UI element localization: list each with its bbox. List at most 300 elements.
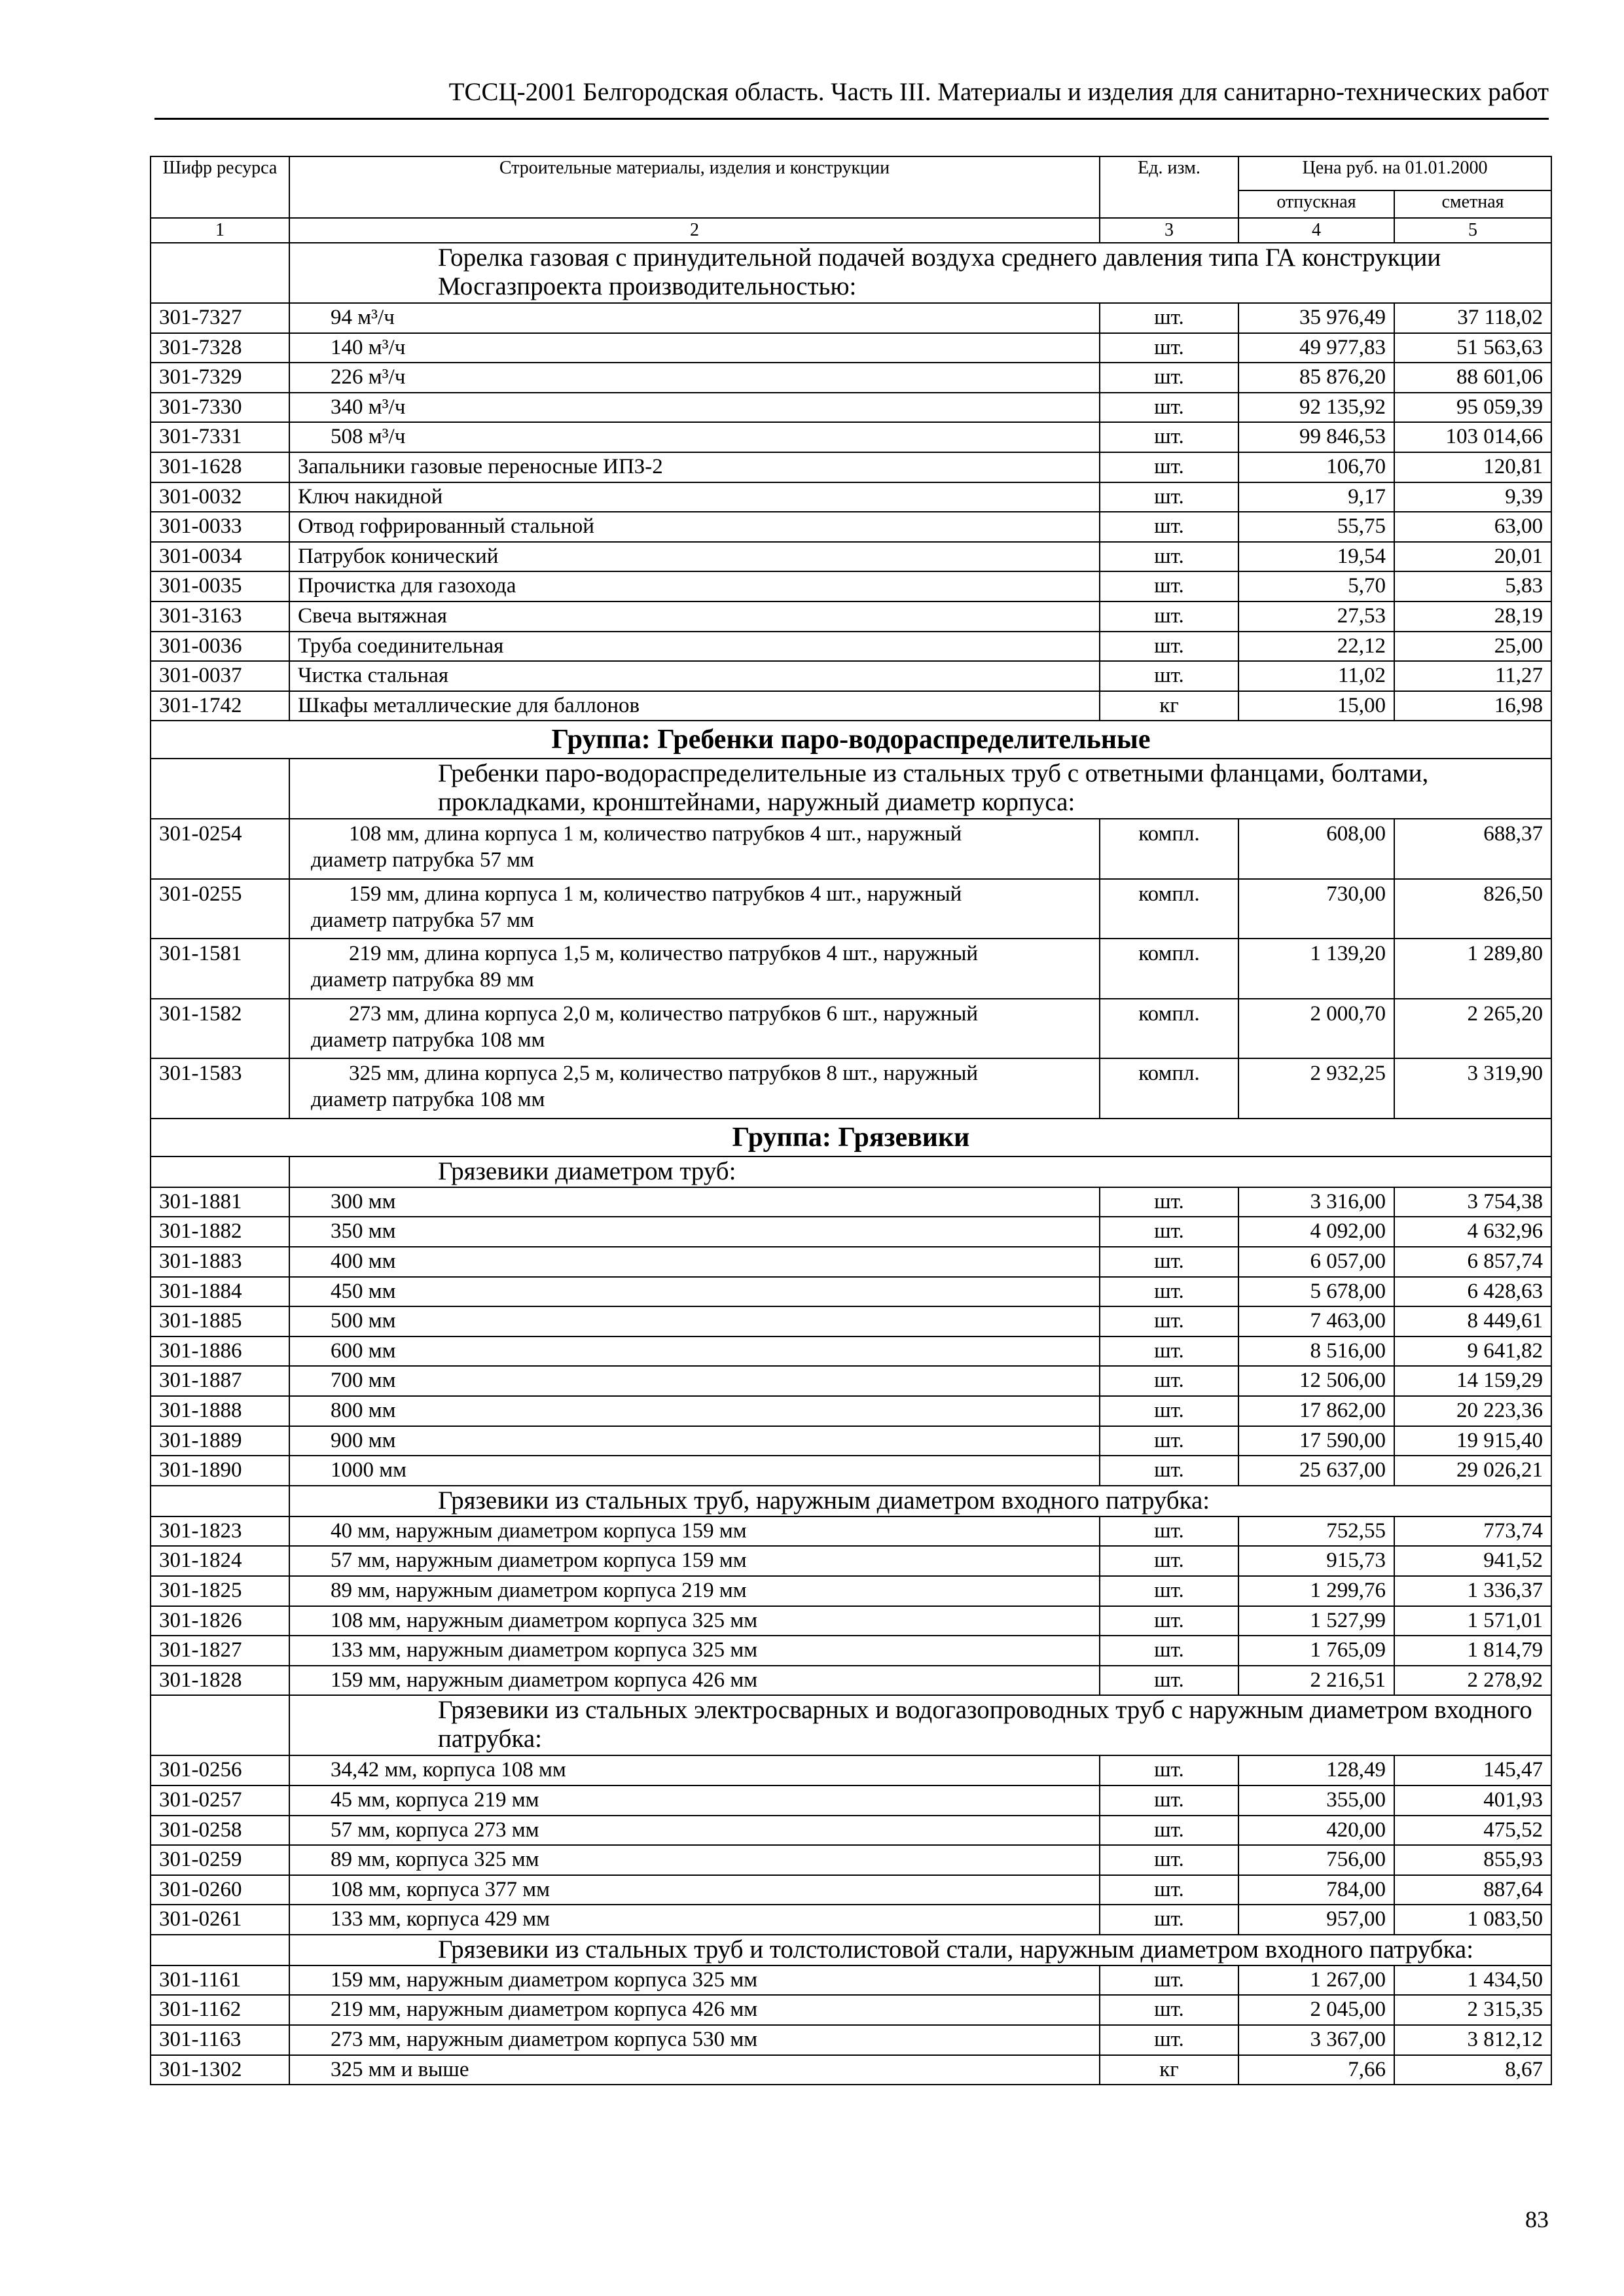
item-name: 800 мм [289,1396,1100,1426]
release-price: 1 527,99 [1238,1606,1394,1636]
table-row [151,1366,1551,1396]
resource-code: 301-0260 [151,1875,289,1905]
table-header-row [151,156,1551,190]
release-price: 5,70 [1238,571,1394,601]
empty-code-cell [151,1935,289,1965]
table-row [151,1217,1551,1247]
table-row [151,1396,1551,1426]
release-price: 957,00 [1238,1905,1394,1935]
resource-code: 301-1823 [151,1516,289,1547]
estimate-price: 11,27 [1394,661,1551,691]
unit-cell: кг [1100,691,1238,721]
table-row [151,1755,1551,1785]
item-name: 900 мм [289,1426,1100,1456]
resource-code: 301-0255 [151,879,289,939]
release-price: 2 000,70 [1238,999,1394,1059]
item-name: 508 м³/ч [289,422,1100,452]
release-price: 7,66 [1238,2055,1394,2085]
release-price: 3 316,00 [1238,1187,1394,1217]
resource-code: 301-1887 [151,1366,289,1396]
unit-cell: шт. [1100,452,1238,482]
table-row [151,939,1551,999]
item-name: 325 мм и выше [289,2055,1100,2085]
unit-cell: шт. [1100,2025,1238,2055]
resource-code: 301-1583 [151,1058,289,1119]
section-heading-row [151,1935,1551,1965]
release-price: 17 590,00 [1238,1426,1394,1456]
estimate-price: 16,98 [1394,691,1551,721]
item-name: 89 мм, корпуса 325 мм [289,1845,1100,1875]
table-row [151,333,1551,363]
item-name-line: диаметр патрубка 108 мм [311,1088,545,1112]
release-price: 92 135,92 [1238,393,1394,423]
estimate-price: 855,93 [1394,1845,1551,1875]
item-name-line: диаметр патрубка 57 мм [311,848,534,872]
group-heading: Группа: Грязевики [151,1119,1551,1157]
unit-cell: шт. [1100,393,1238,423]
estimate-price: 103 014,66 [1394,422,1551,452]
resource-code: 301-1742 [151,691,289,721]
item-name: Шкафы металлические для баллонов [289,691,1100,721]
column-number: 3 [1100,218,1238,243]
table-row [151,2055,1551,2085]
unit-cell: шт. [1100,1905,1238,1935]
estimate-price: 29 026,21 [1394,1456,1551,1486]
col-price-header: Цена руб. на 01.01.2000 [1238,156,1551,190]
item-name: 34,42 мм, корпуса 108 мм [289,1755,1100,1785]
item-name [289,819,1100,879]
item-name: Запальники газовые переносные ИПЗ-2 [289,452,1100,482]
item-name: 159 мм, наружным диаметром корпуса 426 мм [289,1666,1100,1696]
unit-cell: шт. [1100,1516,1238,1547]
unit-cell: компл. [1100,1058,1238,1119]
release-price: 752,55 [1238,1516,1394,1547]
item-name: 159 мм, наружным диаметром корпуса 325 мм [289,1965,1100,1996]
item-name: Прочистка для газохода [289,571,1100,601]
item-name: 94 м³/ч [289,303,1100,333]
estimate-price: 9,39 [1394,482,1551,512]
estimate-price: 826,50 [1394,879,1551,939]
release-price: 15,00 [1238,691,1394,721]
empty-code-cell [151,1695,289,1755]
release-price: 11,02 [1238,661,1394,691]
table-row [151,1516,1551,1547]
release-price: 8 516,00 [1238,1336,1394,1367]
release-price: 2 932,25 [1238,1058,1394,1119]
price-table [150,156,1552,2085]
page-header-title: ТССЦ-2001 Белгородская область. Часть III. Материалы и изделия для санитарно-технических работ [448,78,1549,106]
unit-cell: шт. [1100,1755,1238,1785]
estimate-price: 475,52 [1394,1816,1551,1846]
header-rule [154,118,1549,120]
release-price: 49 977,83 [1238,333,1394,363]
release-price: 12 506,00 [1238,1366,1394,1396]
item-name: 45 мм, корпуса 219 мм [289,1785,1100,1816]
release-price: 2 216,51 [1238,1666,1394,1696]
table-row [151,1905,1551,1935]
price-table-body [151,156,1551,2085]
resource-code: 301-1883 [151,1247,289,1277]
item-name-line: диаметр патрубка 57 мм [311,908,534,932]
resource-code: 301-0036 [151,632,289,662]
release-price: 5 678,00 [1238,1277,1394,1307]
release-price: 1 765,09 [1238,1636,1394,1666]
estimate-price: 8,67 [1394,2055,1551,2085]
estimate-price: 941,52 [1394,1546,1551,1576]
release-price: 85 876,20 [1238,363,1394,393]
release-price: 730,00 [1238,879,1394,939]
column-number: 1 [151,218,289,243]
estimate-price: 20,01 [1394,542,1551,572]
unit-cell: шт. [1100,1845,1238,1875]
unit-cell: шт. [1100,1995,1238,2025]
resource-code: 301-7331 [151,422,289,452]
item-name [289,939,1100,999]
release-price: 55,75 [1238,512,1394,542]
resource-code: 301-0254 [151,819,289,879]
unit-cell: шт. [1100,601,1238,632]
estimate-price: 95 059,39 [1394,393,1551,423]
item-name: 400 мм [289,1247,1100,1277]
resource-code: 301-0037 [151,661,289,691]
section-heading-row [151,243,1551,303]
estimate-price: 25,00 [1394,632,1551,662]
unit-cell: шт. [1100,1965,1238,1996]
table-row [151,879,1551,939]
table-row [151,1666,1551,1696]
resource-code: 301-3163 [151,601,289,632]
item-name: Патрубок конический [289,542,1100,572]
unit-cell: шт. [1100,303,1238,333]
release-price: 2 045,00 [1238,1995,1394,2025]
item-name-line: 108 мм, длина корпуса 1 м, количество патрубков 4 шт., наружный [349,822,962,846]
release-price: 27,53 [1238,601,1394,632]
unit-cell: кг [1100,2055,1238,2085]
item-name-line: 219 мм, длина корпуса 1,5 м, количество патрубков 4 шт., наружный [349,942,979,966]
table-row [151,1426,1551,1456]
resource-code: 301-0035 [151,571,289,601]
empty-code-cell [151,1157,289,1187]
estimate-price: 773,74 [1394,1516,1551,1547]
resource-code: 301-1582 [151,999,289,1059]
resource-code: 301-1885 [151,1306,289,1336]
table-row [151,303,1551,333]
unit-cell: шт. [1100,1636,1238,1666]
release-price: 1 267,00 [1238,1965,1394,1996]
section-heading: Грязевики диаметром труб: [289,1157,1551,1187]
resource-code: 301-1163 [151,2025,289,2055]
col-release-header: отпускная [1238,190,1394,218]
table-row [151,1636,1551,1666]
column-number: 5 [1394,218,1551,243]
release-price: 9,17 [1238,482,1394,512]
unit-cell: компл. [1100,879,1238,939]
group-heading-row [151,1119,1551,1157]
estimate-price: 1 336,37 [1394,1576,1551,1606]
estimate-price: 3 319,90 [1394,1058,1551,1119]
item-name: 1000 мм [289,1456,1100,1486]
table-row [151,512,1551,542]
table-row [151,1306,1551,1336]
release-price: 608,00 [1238,819,1394,879]
table-row [151,601,1551,632]
col-estimate-header: сметная [1394,190,1551,218]
resource-code: 301-0261 [151,1905,289,1935]
unit-cell: компл. [1100,939,1238,999]
unit-cell: шт. [1100,1306,1238,1336]
unit-cell: шт. [1100,1336,1238,1367]
release-price: 128,49 [1238,1755,1394,1785]
resource-code: 301-1825 [151,1576,289,1606]
unit-cell: шт. [1100,1875,1238,1905]
estimate-price: 19 915,40 [1394,1426,1551,1456]
section-heading: Грязевики из стальных труб, наружным диаметром входного патрубка: [289,1486,1551,1516]
page-header [154,77,1549,118]
section-heading: Гребенки паро-водораспределительные из стальных труб с ответными фланцами, болтами, прокладками, кронштейнами, наружный диаметр корпуса: [289,759,1551,819]
estimate-price: 2 315,35 [1394,1995,1551,2025]
unit-cell: шт. [1100,333,1238,363]
section-heading: Грязевики из стальных электросварных и водогазопроводных труб с наружным диаметром входного патрубка: [289,1695,1551,1755]
item-name: 450 мм [289,1277,1100,1307]
item-name: Свеча вытяжная [289,601,1100,632]
resource-code: 301-1828 [151,1666,289,1696]
unit-cell: шт. [1100,1785,1238,1816]
unit-cell: шт. [1100,1396,1238,1426]
release-price: 7 463,00 [1238,1306,1394,1336]
unit-cell: шт. [1100,1217,1238,1247]
column-number: 4 [1238,218,1394,243]
unit-cell: шт. [1100,512,1238,542]
estimate-price: 2 278,92 [1394,1666,1551,1696]
section-heading: Горелка газовая с принудительной подачей воздуха среднего давления типа ГА конструкции Мосгазпроекта производительностью: [289,243,1551,303]
item-name: 219 мм, наружным диаметром корпуса 426 мм [289,1995,1100,2025]
column-number-row [151,218,1551,243]
section-heading-row [151,1157,1551,1187]
item-name: 57 мм, корпуса 273 мм [289,1816,1100,1846]
estimate-price: 1 434,50 [1394,1965,1551,1996]
section-heading-row [151,1486,1551,1516]
table-row [151,1187,1551,1217]
estimate-price: 145,47 [1394,1755,1551,1785]
release-price: 420,00 [1238,1816,1394,1846]
unit-cell: шт. [1100,1426,1238,1456]
unit-cell: шт. [1100,363,1238,393]
table-row [151,1995,1551,2025]
unit-cell: шт. [1100,1277,1238,1307]
group-heading-row [151,721,1551,759]
resource-code: 301-0258 [151,1816,289,1846]
resource-code: 301-1827 [151,1636,289,1666]
unit-cell: шт. [1100,482,1238,512]
estimate-price: 1 289,80 [1394,939,1551,999]
item-name: 57 мм, наружным диаметром корпуса 159 мм [289,1546,1100,1576]
item-name: 700 мм [289,1366,1100,1396]
table-row [151,1546,1551,1576]
item-name: 89 мм, наружным диаметром корпуса 219 мм [289,1576,1100,1606]
resource-code: 301-1886 [151,1336,289,1367]
estimate-price: 6 857,74 [1394,1247,1551,1277]
item-name [289,879,1100,939]
table-row [151,363,1551,393]
unit-cell: шт. [1100,542,1238,572]
table-row [151,1247,1551,1277]
resource-code: 301-0033 [151,512,289,542]
release-price: 35 976,49 [1238,303,1394,333]
resource-code: 301-1581 [151,939,289,999]
table-row [151,632,1551,662]
item-name: Отвод гофрированный стальной [289,512,1100,542]
col-name-header: Строительные материалы, изделия и конструкции [289,156,1100,218]
resource-code: 301-0034 [151,542,289,572]
item-name: 133 мм, корпуса 429 мм [289,1905,1100,1935]
resource-code: 301-7330 [151,393,289,423]
table-row [151,1875,1551,1905]
estimate-price: 401,93 [1394,1785,1551,1816]
resource-code: 301-7328 [151,333,289,363]
release-price: 4 092,00 [1238,1217,1394,1247]
unit-cell: компл. [1100,999,1238,1059]
table-row [151,1606,1551,1636]
item-name-line: диаметр патрубка 89 мм [311,968,534,992]
resource-code: 301-1302 [151,2055,289,2085]
table-row [151,542,1551,572]
table-row [151,999,1551,1059]
item-name: 40 мм, наружным диаметром корпуса 159 мм [289,1516,1100,1547]
table-row [151,452,1551,482]
release-price: 17 862,00 [1238,1396,1394,1426]
estimate-price: 37 118,02 [1394,303,1551,333]
estimate-price: 4 632,96 [1394,1217,1551,1247]
item-name [289,999,1100,1059]
table-row [151,1336,1551,1367]
release-price: 22,12 [1238,632,1394,662]
item-name: 300 мм [289,1187,1100,1217]
estimate-price: 63,00 [1394,512,1551,542]
release-price: 25 637,00 [1238,1456,1394,1486]
unit-cell: шт. [1100,422,1238,452]
item-name: 340 м³/ч [289,393,1100,423]
resource-code: 301-0257 [151,1785,289,1816]
resource-code: 301-1881 [151,1187,289,1217]
table-row [151,1816,1551,1846]
item-name: 133 мм, наружным диаметром корпуса 325 мм [289,1636,1100,1666]
estimate-price: 3 812,12 [1394,2025,1551,2055]
estimate-price: 14 159,29 [1394,1366,1551,1396]
resource-code: 301-1628 [151,452,289,482]
section-heading-row [151,759,1551,819]
item-name: 500 мм [289,1306,1100,1336]
table-row [151,661,1551,691]
item-name-line: диаметр патрубка 108 мм [311,1028,545,1052]
table-row [151,1456,1551,1486]
table-row [151,1965,1551,1996]
estimate-price: 1 083,50 [1394,1905,1551,1935]
estimate-price: 5,83 [1394,571,1551,601]
release-price: 99 846,53 [1238,422,1394,452]
estimate-price: 20 223,36 [1394,1396,1551,1426]
item-name [289,1058,1100,1119]
item-name-line: 325 мм, длина корпуса 2,5 м, количество патрубков 8 шт., наружный [349,1062,979,1086]
empty-code-cell [151,759,289,819]
estimate-price: 88 601,06 [1394,363,1551,393]
item-name: 108 мм, наружным диаметром корпуса 325 мм [289,1606,1100,1636]
unit-cell: шт. [1100,1606,1238,1636]
resource-code: 301-1889 [151,1426,289,1456]
table-row [151,1576,1551,1606]
table-row [151,1277,1551,1307]
item-name: Ключ накидной [289,482,1100,512]
resource-code: 301-1162 [151,1995,289,2025]
unit-cell: шт. [1100,1816,1238,1846]
unit-cell: шт. [1100,1187,1238,1217]
release-price: 756,00 [1238,1845,1394,1875]
release-price: 784,00 [1238,1875,1394,1905]
section-heading-row [151,1695,1551,1755]
table-row [151,571,1551,601]
estimate-price: 3 754,38 [1394,1187,1551,1217]
unit-cell: шт. [1100,1576,1238,1606]
unit-cell: шт. [1100,632,1238,662]
release-price: 1 299,76 [1238,1576,1394,1606]
empty-code-cell [151,243,289,303]
resource-code: 301-1824 [151,1546,289,1576]
empty-code-cell [151,1486,289,1516]
release-price: 915,73 [1238,1546,1394,1576]
resource-code: 301-1826 [151,1606,289,1636]
table-row [151,2025,1551,2055]
unit-cell: шт. [1100,1546,1238,1576]
unit-cell: шт. [1100,1366,1238,1396]
estimate-price: 51 563,63 [1394,333,1551,363]
unit-cell: шт. [1100,1456,1238,1486]
unit-cell: компл. [1100,819,1238,879]
resource-code: 301-1888 [151,1396,289,1426]
release-price: 3 367,00 [1238,2025,1394,2055]
estimate-price: 8 449,61 [1394,1306,1551,1336]
col-code-header: Шифр ресурса [151,156,289,218]
estimate-price: 1 571,01 [1394,1606,1551,1636]
item-name: 600 мм [289,1336,1100,1367]
estimate-price: 2 265,20 [1394,999,1551,1059]
table-row [151,393,1551,423]
table-row [151,1845,1551,1875]
unit-cell: шт. [1100,1247,1238,1277]
release-price: 1 139,20 [1238,939,1394,999]
table-row [151,819,1551,879]
resource-code: 301-1884 [151,1277,289,1307]
unit-cell: шт. [1100,1666,1238,1696]
resource-code: 301-7327 [151,303,289,333]
item-name: 108 мм, корпуса 377 мм [289,1875,1100,1905]
table-row [151,1058,1551,1119]
group-heading: Группа: Гребенки паро-водораспределительные [151,721,1551,759]
table-row [151,1785,1551,1816]
col-unit-header: Ед. изм. [1100,156,1238,218]
estimate-price: 887,64 [1394,1875,1551,1905]
resource-code: 301-1890 [151,1456,289,1486]
release-price: 19,54 [1238,542,1394,572]
page-number: 83 [1525,2206,1549,2233]
resource-code: 301-7329 [151,363,289,393]
item-name: 226 м³/ч [289,363,1100,393]
item-name: 140 м³/ч [289,333,1100,363]
release-price: 6 057,00 [1238,1247,1394,1277]
item-name-line: 273 мм, длина корпуса 2,0 м, количество патрубков 6 шт., наружный [349,1001,979,1026]
estimate-price: 120,81 [1394,452,1551,482]
unit-cell: шт. [1100,571,1238,601]
estimate-price: 28,19 [1394,601,1551,632]
table-row [151,482,1551,512]
